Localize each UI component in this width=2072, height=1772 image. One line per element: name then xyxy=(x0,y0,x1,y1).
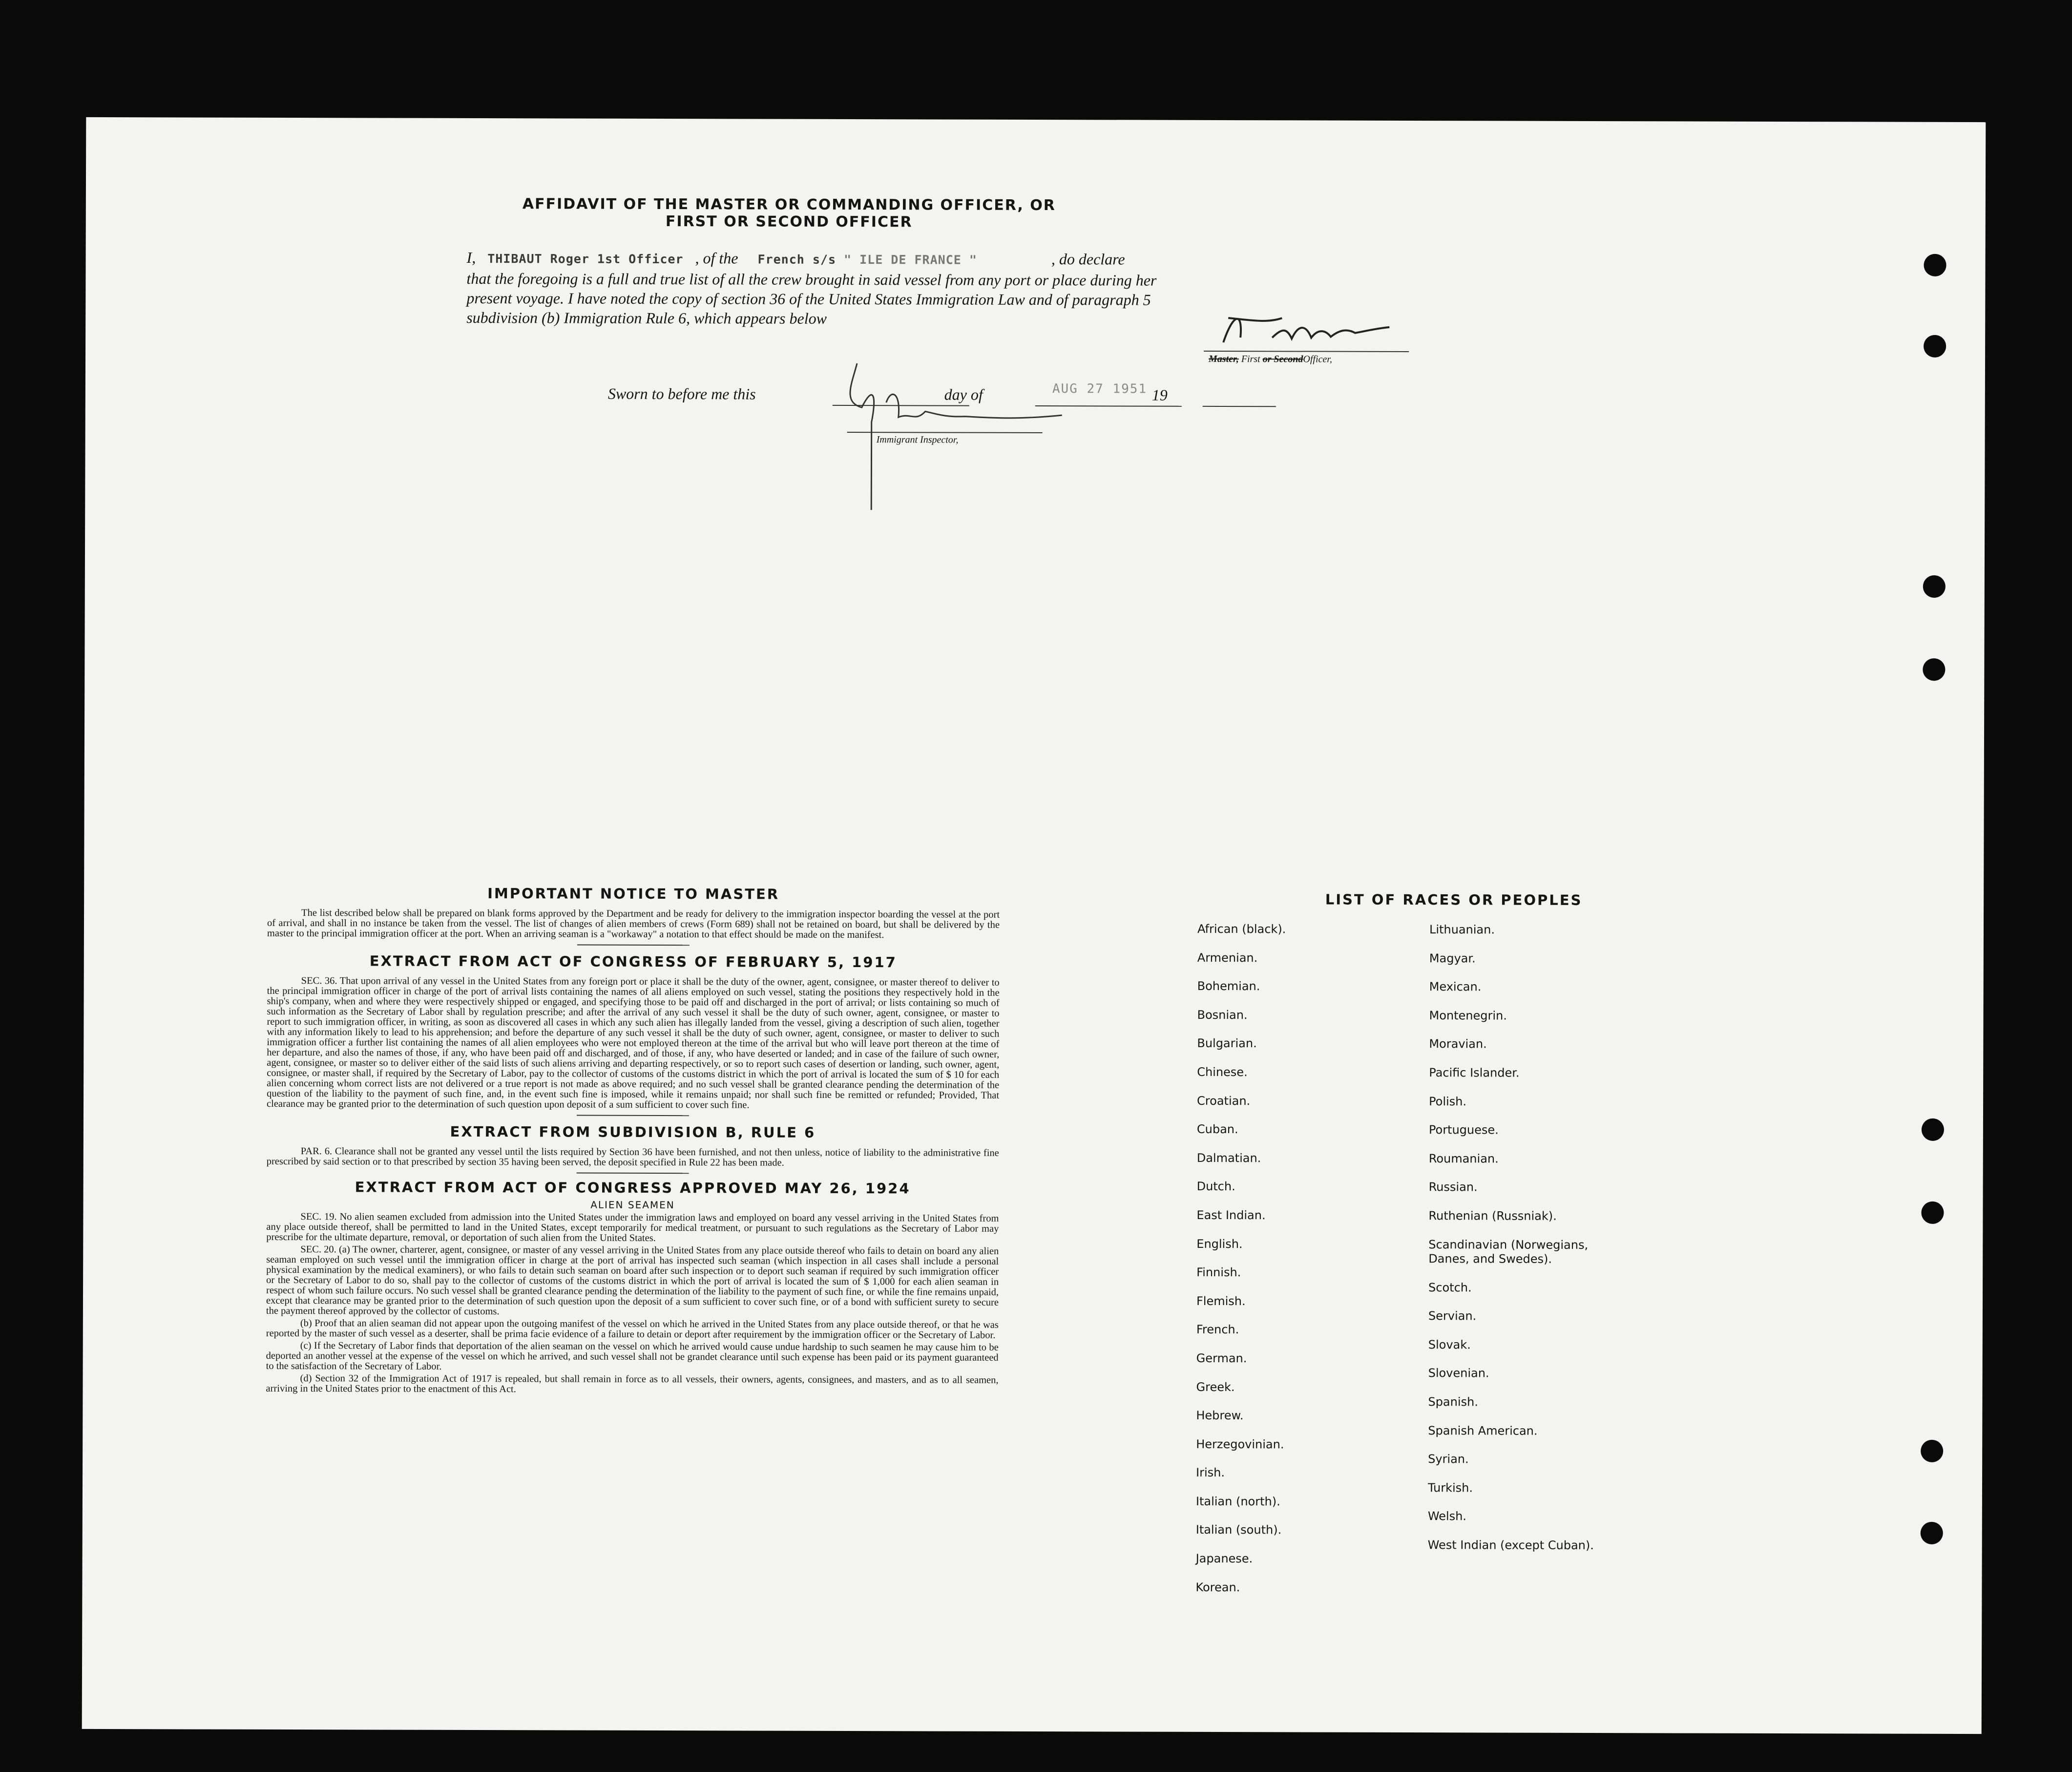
race-item: English. xyxy=(1196,1237,1243,1251)
race-item: Greek. xyxy=(1196,1380,1235,1394)
extract-1924-para: (c) If the Secretary of Labor finds that deportation of the alien seaman on the vessel on which he arrived would cause undue hardship to such seamen he may cause him to be deported an another vessel at the expense of the vessel on which he arrived, and such vessel shall not be grandet clearance until such expense has been paid or its payment guaranteed to the satisfaction of the Secretary of Labor. xyxy=(266,1340,999,1372)
race-item: Scotch. xyxy=(1428,1280,1472,1294)
do-declare-label: , do declare xyxy=(1051,250,1125,268)
race-item: Roumanian. xyxy=(1428,1151,1499,1166)
second-struck: or Second xyxy=(1262,354,1303,365)
race-item: Herzegovinian. xyxy=(1196,1437,1284,1452)
race-item: Portuguese. xyxy=(1428,1123,1499,1137)
race-item: Bulgarian. xyxy=(1197,1036,1257,1051)
extract-1924-title: EXTRACT FROM ACT OF CONGRESS APPROVED MAY 26, 1924 xyxy=(355,1179,911,1197)
race-item: Magyar. xyxy=(1429,951,1476,965)
race-item: Croatian. xyxy=(1197,1094,1251,1108)
race-item: Italian (south). xyxy=(1195,1523,1282,1537)
punch-hole xyxy=(1922,1118,1944,1141)
rule6-body: PAR. 6. Clearance shall not be granted any vessel until the lists required by Section 36 have been furnished, and not then unless, notice of liability to the administrative fine prescribed by said section or to that prescribed by section 35 having been served, the deposit specified in Rule 22 has been made. xyxy=(266,1146,999,1168)
notice-title: IMPORTANT NOTICE TO MASTER xyxy=(487,885,780,903)
race-item: Russian. xyxy=(1428,1180,1478,1194)
race-item: East Indian. xyxy=(1196,1208,1266,1223)
race-item: Slovak. xyxy=(1428,1337,1471,1352)
punch-hole xyxy=(1924,254,1946,276)
races-right-column xyxy=(1427,923,1661,1610)
ship-name: " ILE DE FRANCE " xyxy=(843,252,977,267)
affidavit-title: AFFIDAVIT OF THE MASTER OR COMMANDING OFFICER, OR FIRST OR SECOND OFFICER xyxy=(522,195,1056,231)
officer-label: Officer, xyxy=(1303,354,1332,365)
extract-1924-para: SEC. 20. (a) The owner, charterer, agent, consignee, or master of any vessel arriving in the United States from any place outside thereof who fails to detain on board any alien seaman employed on such vessel until the immigration officer in charge at the port of arrival has inspected such seaman (which inspection in all cases shall include a personal physical examination by the medical examiners), or who fails to detain such seaman on board after such inspection or to deport such seaman if required by such immigration officer or the Secretary of Labor to do so, shall pay to the collector of customs of the customs district in which the port of arrival is located the sum of $ 1,000 for each alien seaman in respect of whom such failure occurs. No such vessel shall be granted clearance pending the determination of the liability to the payment of such fine, or while the fine remains unpaid, except that clearance may be granted prior to the determination of such question upon the deposit of a sum sufficient to cover such fine, or of a bond with sufficient surety to secure the payment thereof approved by the collector of customs. xyxy=(266,1244,999,1317)
race-item: Irish. xyxy=(1196,1466,1225,1480)
date-stamp: AUG 27 1951 xyxy=(1052,381,1148,397)
race-item: Scandinavian (Norwegians, Danes, and Swedes). xyxy=(1428,1237,1589,1266)
race-item: Slovenian. xyxy=(1428,1366,1489,1380)
race-item: Montenegrin. xyxy=(1429,1008,1507,1023)
race-item: Ruthenian (Russniak). xyxy=(1428,1209,1557,1223)
race-item: Welsh. xyxy=(1427,1509,1466,1523)
affidavit-line-2: that the foregoing is a full and true list of all the crew brought in said vessel from any port or place during her xyxy=(466,269,1157,289)
affidavit-line-1 xyxy=(467,248,1385,271)
punch-hole xyxy=(1921,1202,1944,1224)
race-item: French. xyxy=(1196,1323,1239,1337)
race-item: West Indian (except Cuban). xyxy=(1427,1538,1594,1552)
master-struck: Master, xyxy=(1209,353,1239,365)
race-item: Cuban. xyxy=(1196,1122,1238,1137)
section-divider xyxy=(577,945,690,946)
race-item: Spanish American. xyxy=(1428,1423,1538,1438)
officer-title xyxy=(1209,354,1332,365)
race-item: Moravian. xyxy=(1429,1037,1487,1051)
races-left-column xyxy=(1195,922,1429,1609)
extract-1924-subtitle: ALIEN SEAMEN xyxy=(590,1199,675,1211)
extract-1917-title: EXTRACT FROM ACT OF CONGRESS OF FEBRUARY 5, 1917 xyxy=(369,952,897,971)
race-item: Bohemian. xyxy=(1197,979,1260,993)
affidavit-line-3: present voyage. I have noted the copy of section 36 of the United States Immigration Law and of paragraph 5 xyxy=(466,289,1151,309)
punch-hole xyxy=(1924,335,1946,358)
rule6-title: EXTRACT FROM SUBDIVISION B, RULE 6 xyxy=(450,1123,816,1141)
day-of-label: day of xyxy=(944,385,983,403)
race-item: Lithuanian. xyxy=(1429,923,1495,937)
race-item: Polish. xyxy=(1429,1094,1467,1108)
officer-name: THIBAUT Roger 1st Officer xyxy=(487,252,684,267)
of-the-label: , of the xyxy=(695,249,738,267)
notice-body: The list described below shall be prepared on blank forms approved by the Department and be ready for delivery to the immigration inspector boarding the vessel at the port of arrival, and shall in no instance be taken from the vessel. The list of changes of alien members of crews (Form 689) shall not be retained on board, but shall be delivered by the master to the principal immigration officer at the port. When an arriving seaman is a "workaway" a notation to that effect should be made on the manifest. xyxy=(267,907,1000,941)
vessel-nationality: French s/s xyxy=(757,252,837,267)
race-item: Dutch. xyxy=(1196,1180,1235,1194)
extract-1924-para: (d) Section 32 of the Immigration Act of 1917 is repealed, but shall remain in force as to all vessels, their owners, agents, consignees, and masters, and as to all seamen, arriving in the United States prior to the enactment of this Act. xyxy=(266,1373,999,1395)
race-item: Dalmatian. xyxy=(1196,1151,1261,1165)
section-divider xyxy=(577,1173,689,1174)
race-item: Korean. xyxy=(1195,1580,1240,1594)
race-item: Japanese. xyxy=(1195,1551,1253,1566)
punch-hole xyxy=(1923,575,1946,598)
race-item: Armenian. xyxy=(1197,950,1258,965)
races-list xyxy=(1195,891,1710,1610)
document-page xyxy=(82,117,1986,1734)
race-item: Hebrew. xyxy=(1196,1408,1244,1423)
section-divider xyxy=(577,1115,689,1117)
race-item: Bosnian. xyxy=(1197,1008,1248,1022)
race-item: Turkish. xyxy=(1427,1480,1473,1495)
races-title: LIST OF RACES OR PEOPLES xyxy=(1325,891,1583,908)
extract-1917-body: SEC. 36. That upon arrival of any vessel in the United States from any foreign port or place it shall be the duty of the owner, agent, consignee, or master thereof to deliver to the principal immigration officer in charge of the port of arrival lists containing the names of all aliens employed on such vessel, stating the positions they respectively hold in the ship's company, when and where they were respectively shipped or engaged, and specifying those to be paid off and discharged in the port of arrival; or lists containing so much of such information as the Secretary of Labor shall by regulation prescribe; and after the arrival of any such vessel it shall be the duty of such owner, agent, consignee, or master to report to such immigration officer, in writing, as soon as discovered all cases in which any such alien has illegally landed from the vessel, giving a description of such alien, together with any information likely to lead to his apprehension; and before the departure of any such vessel it shall be the duty of such owner, agent, consignee, or master to deliver to such immigration officer a further list containing the names of all alien employees who were not employed thereon at the time of the arrival but who will leave port thereon at the time of her departure, and also the names of those, if any, who have been paid off and discharged, and of those, if any, who have deserted or landed; and in case of the failure of such owner, agent, consignee, or master so to deliver either of the said lists of such aliens arriving and departing respectively, or so to report such cases of desertion or landing, such owner, agent, consignee, or master shall, if required by the Secretary of Labor, pay to the collector of customs of the customs district in which the port of arrival is located the sum of $ 10 for each alien concerning whom correct lists are not delivered or a true report is not made as above required; and no such vessel shall be granted clearance pending the determination of the question of the liability to the payment of such fine, and, in the event such fine is imposed, while it remains unpaid; nor shall such fine be remitted or refunded; Provided, That clearance may be granted prior to the determination of such question upon deposit of a sum sufficient to cover such fine. xyxy=(267,975,1000,1111)
affidavit-pronoun: I, xyxy=(466,248,476,267)
punch-hole xyxy=(1921,1440,1943,1462)
race-item: Spanish. xyxy=(1428,1395,1478,1409)
race-item: Flemish. xyxy=(1196,1294,1246,1308)
race-item: Italian (north). xyxy=(1195,1494,1280,1509)
race-item: Finnish. xyxy=(1196,1265,1241,1280)
punch-hole xyxy=(1923,658,1945,681)
extract-1924-para: SEC. 19. No alien seamen excluded from admission into the United States under the immigration laws and employed on board any vessel arriving in the United States from any place outside thereof, shall be permitted to land in the United States, except temporarily for medical treatment, or pursuant to such regulations as the Secretary of Labor may prescribe for the ultimate departure, removal, or deportation of such alien from the United States. xyxy=(266,1211,999,1244)
year-blank-line xyxy=(1203,406,1276,407)
punch-hole xyxy=(1921,1522,1943,1544)
officer-signature xyxy=(1214,308,1394,353)
race-item: Mexican. xyxy=(1429,980,1482,994)
race-item: Chinese. xyxy=(1197,1065,1248,1079)
race-item: Servian. xyxy=(1428,1309,1477,1323)
year-prefix: 19 xyxy=(1151,386,1168,404)
inspector-label: Immigrant Inspector, xyxy=(876,434,959,445)
race-item: German. xyxy=(1196,1351,1247,1366)
affidavit-line-4: subdivision (b) Immigration Rule 6, which appears below xyxy=(466,308,827,327)
race-item: Syrian. xyxy=(1428,1452,1469,1466)
first-label: First xyxy=(1241,354,1260,365)
legal-notices xyxy=(266,885,1000,1398)
sworn-text: Sworn to before me this xyxy=(607,384,756,403)
race-item: Pacific Islander. xyxy=(1429,1066,1520,1080)
race-item: African (black). xyxy=(1197,922,1286,936)
extract-1924-para: (b) Proof that an alien seaman did not appear upon the outgoing manifest of the vessel on which he arrived in the United States from any place outside thereof, or that he was reported by the master of such vessel as a deserter, shall be prima facie evidence of a failure to detain or deport after requirement by the immigration officer or the Secretary of Labor. xyxy=(266,1318,999,1341)
